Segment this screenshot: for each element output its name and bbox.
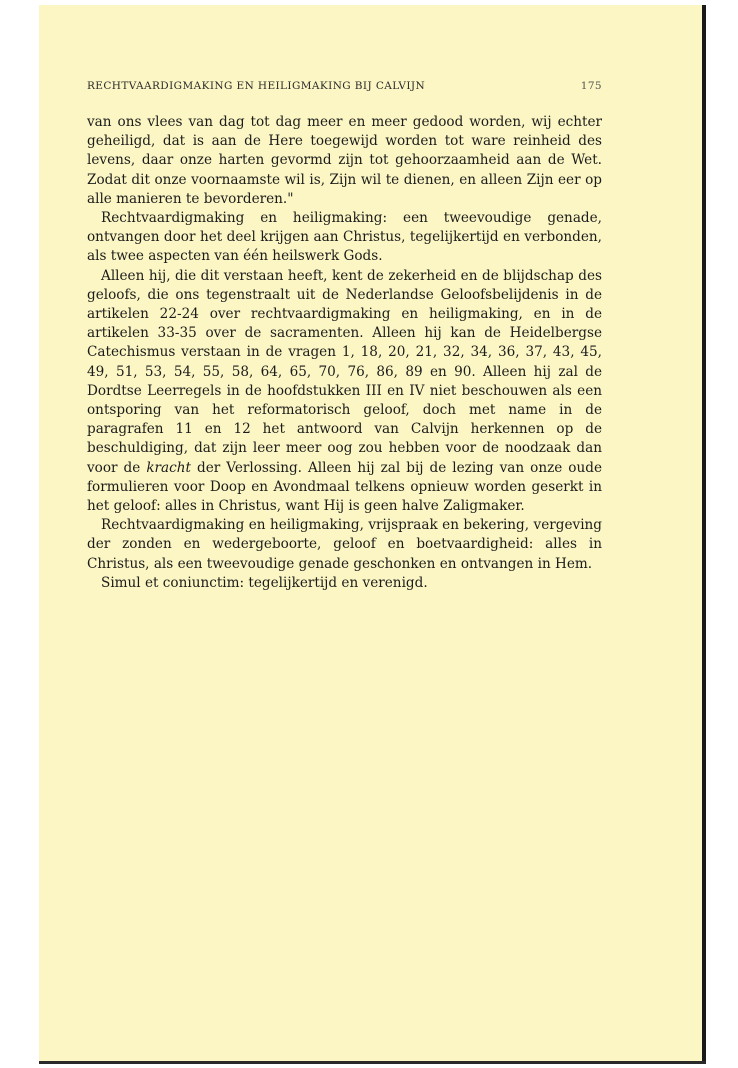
paragraph-2: Rechtvaardigmaking en heiligmaking: een tweevoudige genade, ontvangen door het deel krijgen aan Christus, tegelijkertijd en verbonden, als twee aspecten van één heilswerk Gods.: [87, 210, 602, 265]
paragraph-5: Simul et coniunctim: tegelijkertijd en verenigd.: [101, 574, 428, 591]
running-head: [87, 80, 602, 96]
paragraph-3-text-a: Alleen hij, die dit verstaan heeft, kent de zekerheid en de blijdschap des geloofs, die ons tegenstraalt uit de Nederlandse Geloofsbelijdenis in de artikelen 22-24 over rechtvaardigmaking en heiligmaking, en in de artikelen 33-35 over de sacramenten. Alleen hij kan de Heidelbergse Catechismus verstaan in de vragen 1, 18, 20, 21, 32, 34, 36, 37, 43, 45, 49, 51, 53, 54, 55, 58, 64, 65, 70, 76, 86, 89 en 90. Alleen hij zal de Dordtse Leerregels in de hoofdstukken III en IV niet beschouwen als een ontsporing van het reformatorisch geloof, doch met name in de paragrafen 11 en 12 het antwoord van Calvijn herkennen op de beschuldiging, dat zijn leer meer oog zou hebben voor de noodzaak dan voor de: [87, 267, 602, 476]
paragraph-3: [87, 267, 602, 517]
emphasis-kracht: kracht: [146, 459, 191, 476]
body-text: [87, 113, 602, 593]
page-bottom-edge: [39, 1061, 706, 1064]
paragraph-1: van ons vlees van dag tot dag meer en meer gedood worden, wij echter geheiligd, dat is aan de Here toegewijd worden tot ware reinheid des levens, daar onze harten gevormd zijn tot gehoorzaamheid aan de Wet. Zodat dit onze voornaamste wil is, Zijn wil te dienen, en alleen Zijn eer op alle manieren te bevorderen.": [87, 114, 602, 207]
paragraph-3-text-b: der Verlossing. Alleen hij zal bij de lezing van onze oude formulieren voor Doop en Avondmaal telkens opnieuw worden geserkt in het geloof: alles in Christus, want Hij is geen halve Zaligmaker.: [87, 459, 602, 515]
paragraph-4: Rechtvaardigmaking en heiligmaking, vrijspraak en bekering, vergeving der zonden en wedergeboorte, geloof en boetvaardigheid: alles in Christus, als een tweevoudige genade geschonken en ontvangen in Hem.: [87, 517, 602, 572]
running-head-title: RECHTVAARDIGMAKING EN HEILIGMAKING BIJ CALVIJN: [87, 80, 426, 92]
page-right-edge: [702, 5, 706, 1063]
page-number: 175: [580, 80, 602, 92]
